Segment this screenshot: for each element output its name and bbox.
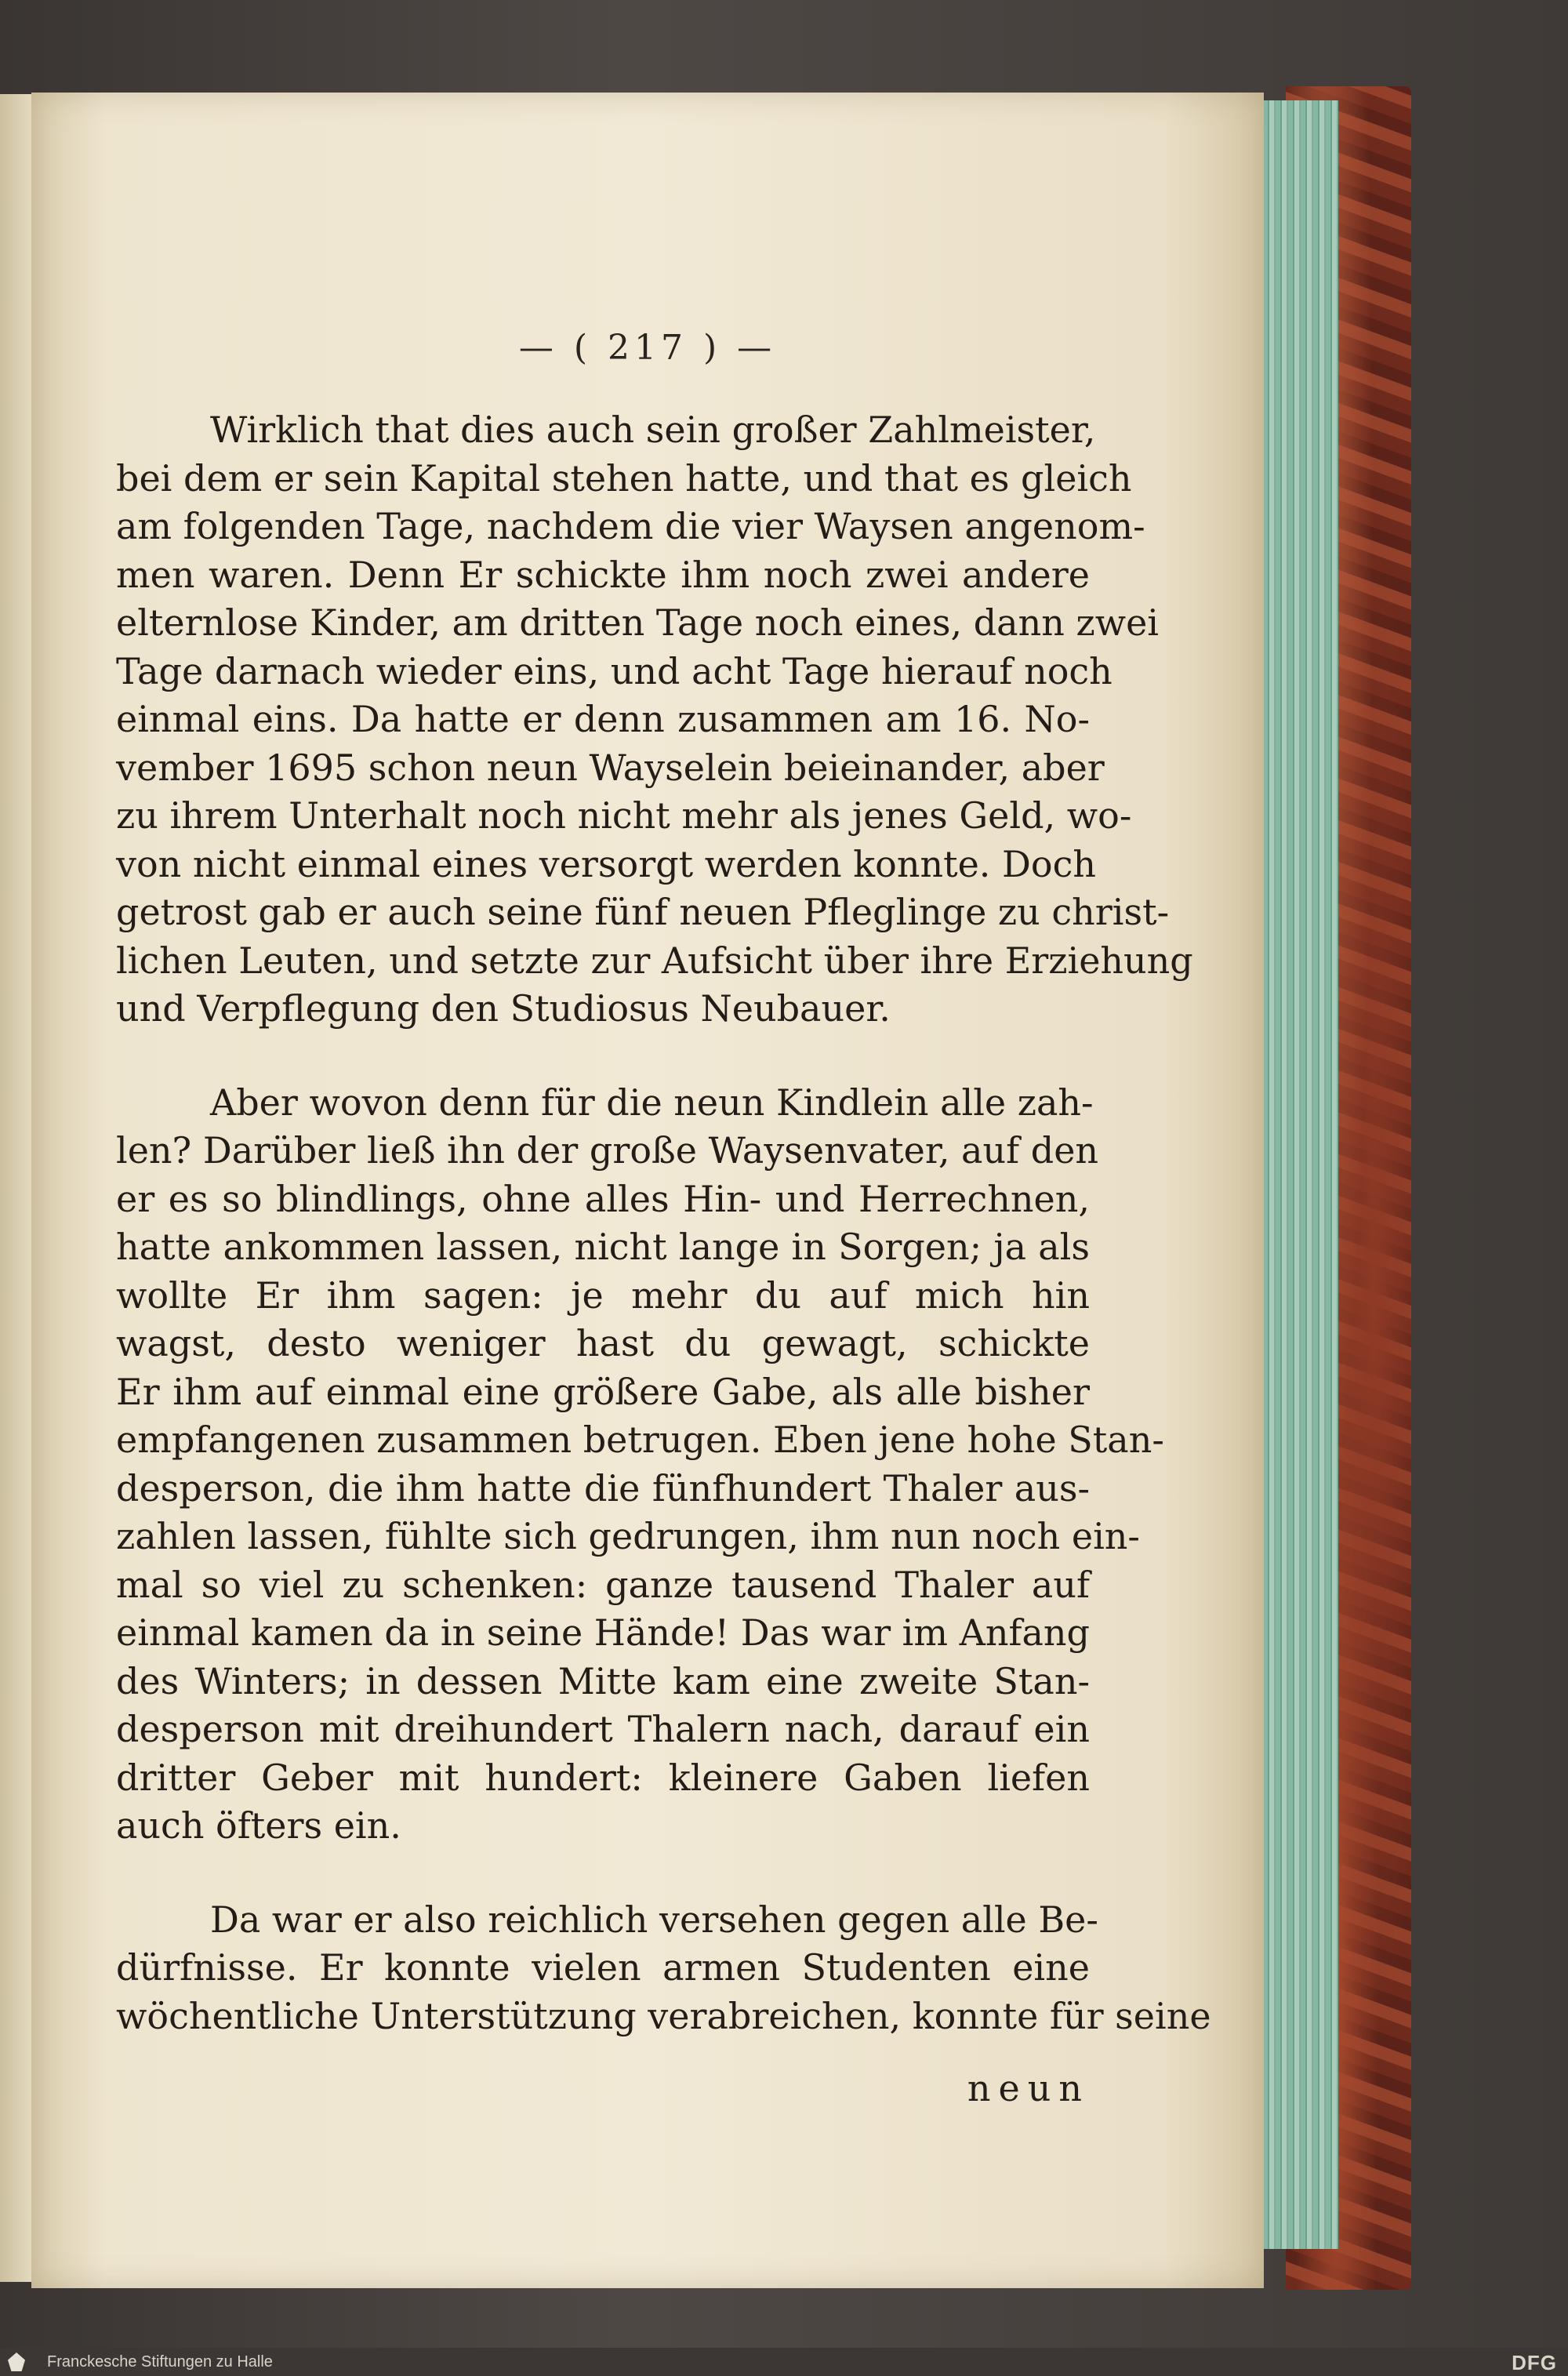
text-line: am folgenden Tage, nachdem die vier Waysen angenom- [116, 505, 1145, 547]
paragraph-spacer [116, 1851, 1090, 1896]
page-number-header: — ( 217 ) — [518, 328, 777, 368]
text-line: hatte ankommen lassen, nicht lange in Sorgen; ja als [116, 1226, 1090, 1268]
text-line: zahlen lassen, fühlte sich gedrungen, ihm nun noch ein- [116, 1515, 1140, 1557]
text-line: getrost gab er auch seine fünf neuen Pfleglinge zu christ- [116, 891, 1170, 933]
text-line: lichen Leuten, und setzte zur Aufsicht über ihre Erziehung [116, 939, 1193, 982]
text-line: desperson, die ihm hatte die fünfhundert Thaler aus- [116, 1466, 1090, 1510]
text-line: vember 1695 schon neun Wayselein beieinander, aber [116, 746, 1105, 789]
text-line: einmal eins. Da hatte er denn zusammen am 16. No- [116, 698, 1090, 740]
text-line: len? Darüber ließ ihn der große Waysenvater, auf den [116, 1129, 1099, 1172]
text-line: des Winters; in dessen Mitte kam eine zweite Stan- [116, 1659, 1090, 1702]
text-line: elternlose Kinder, am dritten Tage noch eines, dann zwei [116, 601, 1160, 644]
paragraph-1 [116, 406, 1193, 1034]
text-line: Tage darnach wieder eins, und acht Tage hierauf noch [116, 649, 1112, 692]
text-line: desperson mit dreihundert Thalern nach, darauf ein [116, 1708, 1090, 1750]
text-line: wagst, desto weniger hast du gewagt, schickte [116, 1322, 1090, 1364]
institution-logo-icon [8, 2352, 25, 2371]
text-line: Da war er also reichlich versehen gegen alle Be- [210, 1898, 1098, 1941]
text-line: einmal kamen da in seine Hände! Das war im Anfang [116, 1611, 1090, 1654]
catchword: neun [967, 2067, 1090, 2109]
text-line: auch öfters ein. [116, 1804, 401, 1847]
text-line: Wirklich that dies auch sein großer Zahlmeister, [210, 409, 1096, 451]
text-line: wollte Er ihm sagen: je mehr du auf mich hin [116, 1273, 1090, 1317]
text-line: dürfnisse. Er konnte vielen armen Studenten eine [116, 1946, 1090, 1989]
institution-name: Franckesche Stiftungen zu Halle [47, 2353, 273, 2371]
text-line: empfangenen zusammen betrugen. Eben jene hohe Stan- [116, 1419, 1164, 1461]
text-line: Er ihm auf einmal eine größere Gabe, als alle bisher [116, 1370, 1090, 1413]
text-line: und Verpflegung den Studiosus Neubauer. [116, 987, 891, 1030]
text-line: dritter Geber mit hundert: kleinere Gaben liefen [116, 1756, 1090, 1799]
text-line: wöchentliche Unterstützung verabreichen, konnte für seine [116, 1994, 1211, 2037]
paragraph-2 [116, 1079, 1164, 1851]
page-body-text [116, 406, 1211, 2040]
text-line: bei dem er sein Kapital stehen hatte, und that es gleich [116, 456, 1132, 500]
previous-page-edge [0, 94, 34, 2282]
dfg-logo: DFG [1512, 2351, 1557, 2374]
text-line: zu ihrem Unterhalt noch nicht mehr als jenes Geld, wo- [116, 794, 1132, 837]
text-line: er es so blindlings, ohne alles Hin- und Herrechnen, [116, 1177, 1090, 1220]
text-line: mal so viel zu schenken: ganze tausend Thaler auf [116, 1563, 1090, 1606]
text-line: men waren. Denn Er schickte ihm noch zwei andere [116, 553, 1090, 596]
paragraph-3 [116, 1896, 1211, 2041]
text-line: Aber wovon denn für die neun Kindlein alle zah- [210, 1081, 1094, 1124]
book-page [31, 93, 1264, 2288]
paragraph-spacer [116, 1034, 1090, 1079]
text-line: von nicht einmal eines versorgt werden konnte. Doch [116, 842, 1096, 885]
viewer-footer [0, 2348, 1568, 2376]
